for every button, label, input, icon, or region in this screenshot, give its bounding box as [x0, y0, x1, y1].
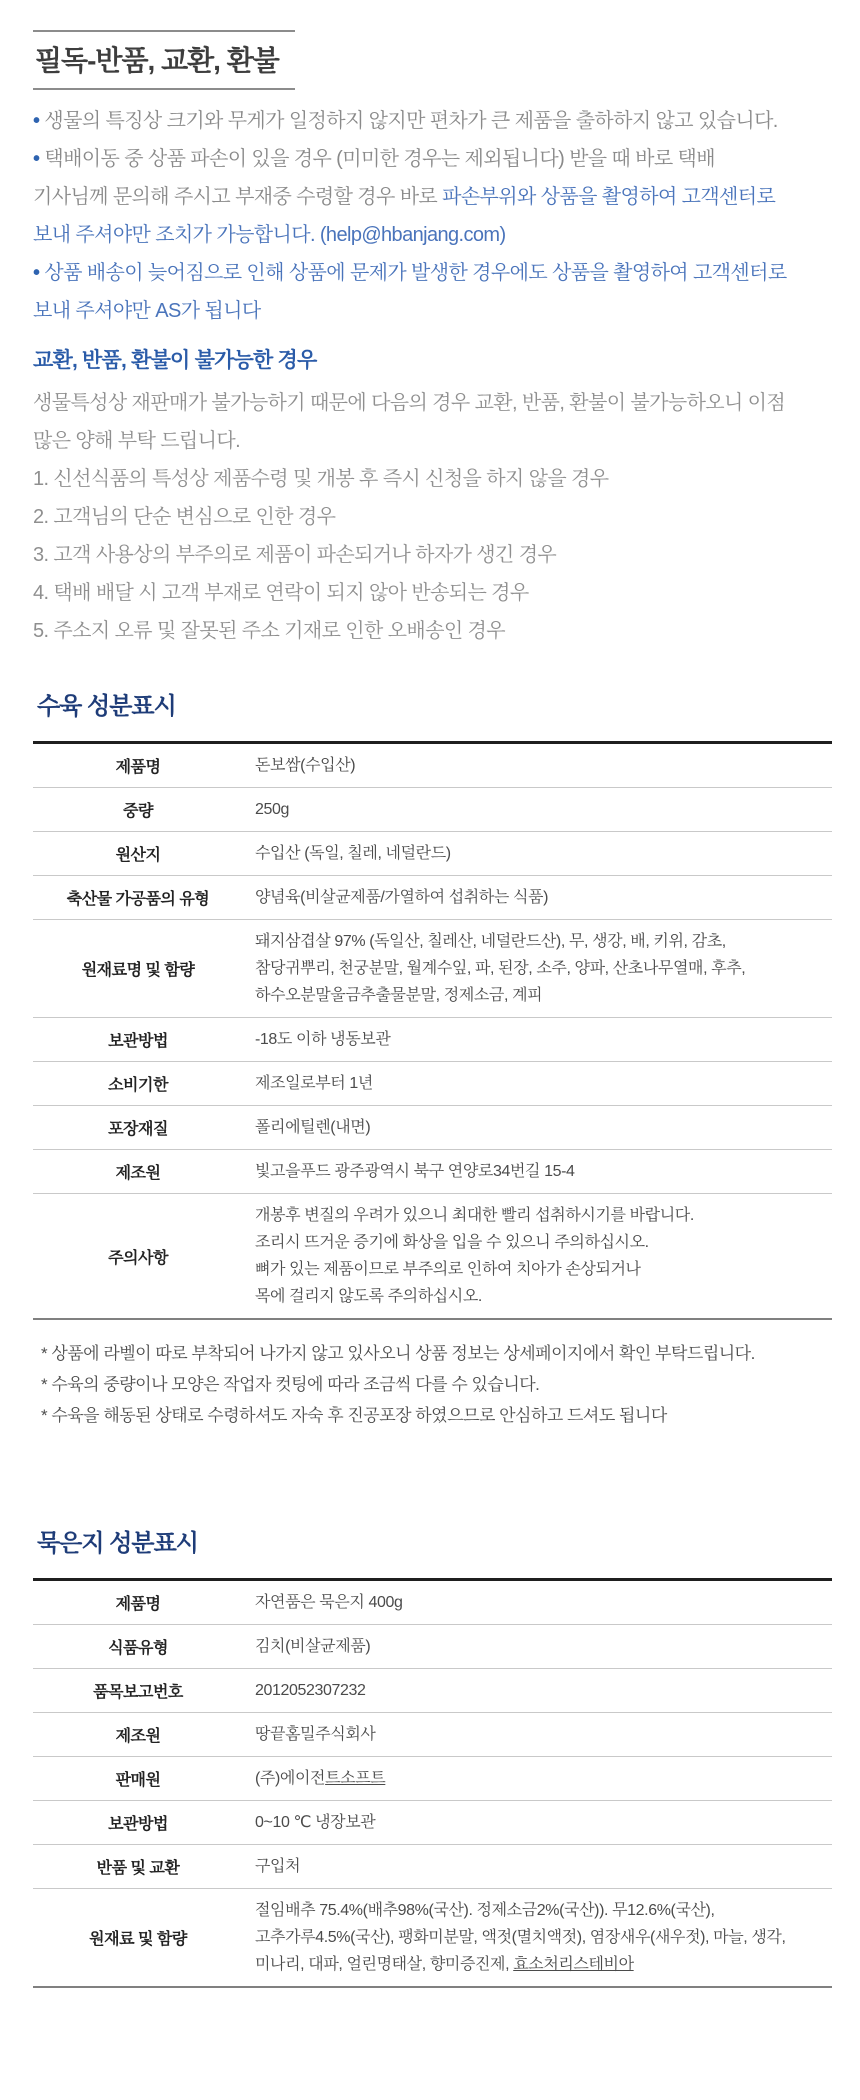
text-segment: (주)에이전: [255, 1770, 326, 1787]
text-segment: * 상품에 라벨이 따로 부착되어 나가지 않고 있사오니 상품 정보는 상세페이지에서 확인 부탁드립니다.: [41, 1344, 755, 1363]
spec-row-value: [243, 752, 832, 779]
text-segment: 효소처리스테비아: [513, 1956, 634, 1973]
text-segment: -18도 이하 냉동보관: [255, 1031, 391, 1048]
impossible-cases-heading: 교환, 반품, 환불이 불가능한 경우: [33, 349, 317, 372]
impossible-cases-intro: [33, 384, 832, 460]
text-segment: * 수육의 중량이나 모양은 작업자 컷팅에 따라 조금씩 다를 수 있습니다.: [41, 1375, 540, 1394]
text-segment: 개봉후 변질의 우려가 있으니 최대한 빨리 섭취하시기를 바랍니다.: [255, 1207, 694, 1224]
text-line: [255, 955, 832, 982]
spec-row: [33, 1062, 832, 1106]
spec-row-value: [243, 1677, 832, 1704]
text-segment: 제조일로부터 1년: [255, 1075, 373, 1092]
spec-row-label: 보관방법: [108, 1033, 168, 1050]
spec-row-label: 주의사항: [108, 1249, 168, 1267]
text-segment: 5. 주소지 오류 및 잘못된 주소 기재로 인한 오배송인 경우: [33, 620, 505, 642]
text-segment: 3. 고객 사용상의 부주의로 제품이 파손되거나 하자가 생긴 경우: [33, 544, 557, 566]
spec-row-label: 판매원: [115, 1772, 161, 1789]
spec-row: [33, 1625, 832, 1669]
spec-row-value: [243, 1853, 832, 1880]
spec-row-label: 원산지: [115, 847, 161, 864]
spec-row-label: 원재료 및 함량: [89, 1931, 187, 1948]
text-segment: 고추가루4.5%(국산), 팽화미분말, 액젓(멸치액젓), 염장새우(새우젓), 마늘, 생각,: [255, 1929, 786, 1946]
text-segment: 2012052307232: [255, 1682, 366, 1699]
text-line: [255, 1853, 832, 1880]
suyuk-notes: [33, 1338, 832, 1431]
spec-row-label: 제품명: [115, 1596, 161, 1613]
text-segment: 절임배추 75.4%(배추98%(국산). 정제소금2%(국산)). 무12.6%(국산),: [255, 1902, 715, 1919]
spec-row: [33, 1845, 832, 1889]
spec-row-value: [243, 1202, 832, 1310]
text-line: [255, 1229, 832, 1256]
bullet-icon: •: [33, 148, 45, 170]
text-segment: 2. 고객님의 단순 변심으로 인한 경우: [33, 506, 336, 528]
text-segment: 보내 주셔야만 AS가 됩니다: [33, 300, 261, 322]
text-line: [33, 102, 832, 140]
text-line: [33, 292, 832, 330]
text-segment: 김치(비살균제품): [255, 1638, 371, 1655]
text-segment: 트소프트: [325, 1770, 386, 1787]
spec-row-label: 보관방법: [108, 1816, 168, 1833]
spec-row-label: 원재료명 및 함량: [81, 962, 195, 979]
spec-row-label: 소비기한: [108, 1077, 168, 1094]
text-line: [255, 1114, 832, 1141]
suyuk-section-heading: 수육 성분표시: [37, 693, 176, 720]
text-line: [33, 536, 832, 574]
text-segment: 많은 양해 부탁 드립니다.: [33, 430, 241, 452]
spec-row-value: [243, 1114, 832, 1141]
text-line: [255, 840, 832, 867]
mukeunji-section-heading: 묵은지 성분표시: [37, 1530, 198, 1557]
bullet-icon: •: [33, 110, 45, 132]
spec-row: [33, 1581, 832, 1625]
text-segment: 생물특성상 재판매가 불가능하기 때문에 다음의 경우 교환, 반품, 환불이 불가능하오니 이점: [33, 392, 786, 414]
spec-row-label: 중량: [123, 803, 153, 820]
text-segment: 자연품은 묵은지 400g: [255, 1594, 403, 1611]
spec-row-value: [243, 1589, 832, 1616]
text-line: [33, 140, 832, 178]
return-policy-notice: [33, 102, 832, 330]
text-line: [255, 1809, 832, 1836]
spec-row-value: [243, 840, 832, 867]
text-segment: 뼈가 있는 제품이므로 부주의로 인하여 치아가 손상되거나: [255, 1261, 641, 1278]
text-line: [255, 1721, 832, 1748]
spec-row-value: [243, 1721, 832, 1748]
text-line: [33, 612, 832, 650]
text-segment: 참당귀뿌리, 천궁분말, 월계수잎, 파, 된장, 소주, 양파, 산초나무열매, 후추,: [255, 960, 746, 977]
text-segment: 빛고을푸드 광주광역시 북구 연양로34번길 15-4: [255, 1163, 575, 1180]
text-line: [33, 498, 832, 536]
spec-row-value: [243, 1897, 832, 1978]
text-segment: 돈보쌈(수입산): [255, 757, 356, 774]
spec-row-value: [243, 884, 832, 911]
mukeunji-spec-table: [33, 1578, 832, 1988]
text-line: [255, 752, 832, 779]
spec-row-label: 식품유형: [108, 1640, 168, 1657]
text-segment: 땅끝홈밀주식회사: [255, 1726, 376, 1743]
text-line: [255, 1026, 832, 1053]
spec-row-label: 품목보고번호: [93, 1684, 183, 1701]
text-segment: 상품 배송이 늦어짐으로 인해 상품에 문제가 발생한 경우에도 상품을 촬영하여 고객센터로: [44, 262, 787, 284]
spec-row-value: [243, 1765, 832, 1792]
text-line: [255, 1633, 832, 1660]
spec-row: [33, 1669, 832, 1713]
spec-row: [33, 1018, 832, 1062]
spec-row-label: 제조원: [115, 1728, 161, 1745]
text-segment: 하수오분말울금추출물분말, 정제소금, 계피: [255, 987, 543, 1004]
text-line: [255, 1897, 832, 1924]
spec-row-label: 축산물 가공품의 유형: [66, 891, 210, 908]
text-line: [33, 254, 832, 292]
spec-row: [33, 1757, 832, 1801]
spec-row: [33, 744, 832, 788]
impossible-cases-list: [33, 460, 832, 650]
text-segment: 구입처: [255, 1858, 301, 1875]
text-line: [255, 1283, 832, 1310]
text-line: [33, 178, 832, 216]
text-line: [255, 1924, 832, 1951]
text-segment: 수입산 (독일, 칠레, 네덜란드): [255, 845, 451, 862]
text-line: [255, 1070, 832, 1097]
text-segment: 폴리에틸렌(내면): [255, 1119, 371, 1136]
text-segment: 보내 주셔야만 조치가 가능합니다. (help@hbanjang.com): [33, 224, 506, 246]
text-line: [33, 460, 832, 498]
text-line: [255, 1256, 832, 1283]
text-line: [33, 216, 832, 254]
text-line: [255, 796, 832, 823]
text-line: [41, 1338, 832, 1369]
spec-row-value: [243, 1809, 832, 1836]
text-line: [255, 1589, 832, 1616]
text-line: [255, 928, 832, 955]
text-segment: 택배이동 중 상품 파손이 있을 경우 (미미한 경우는 제외됩니다) 받을 때 바로 택배: [44, 148, 715, 170]
text-segment: 파손부위와 상품을 촬영하여 고객센터로: [442, 186, 776, 208]
spec-row: [33, 1150, 832, 1194]
text-segment: 목에 걸리지 않도록 주의하십시오.: [255, 1288, 482, 1305]
spec-row-label: 포장재질: [108, 1121, 168, 1138]
text-segment: 양념육(비살균제품/가열하여 섭취하는 식품): [255, 889, 549, 906]
text-segment: 돼지삼겹살 97% (독일산, 칠레산, 네덜란드산), 무, 생강, 배, 키위, 감초,: [255, 933, 726, 950]
spec-row-label: 제품명: [115, 759, 161, 776]
text-line: [33, 384, 832, 422]
text-segment: 0~10 ℃ 냉장보관: [255, 1814, 376, 1831]
spec-row: [33, 1194, 832, 1318]
text-segment: 4. 택배 배달 시 고객 부재로 연락이 되지 않아 반송되는 경우: [33, 582, 529, 604]
spec-row-value: [243, 928, 832, 1009]
spec-row: [33, 1889, 832, 1986]
suyuk-spec-table: [33, 741, 832, 1320]
spec-row: [33, 876, 832, 920]
spec-row-value: [243, 1026, 832, 1053]
text-segment: 250g: [255, 801, 289, 818]
text-segment: 기사님께 문의해 주시고 부재중 수령할 경우 바로: [33, 186, 443, 208]
text-segment: * 수육을 해동된 상태로 수령하셔도 자숙 후 진공포장 하였으므로 안심하고 드셔도 됩니다: [41, 1406, 667, 1425]
spec-row: [33, 832, 832, 876]
spec-row: [33, 788, 832, 832]
page-title: 필독-반품, 교환, 환불: [33, 30, 295, 90]
text-line: [255, 1202, 832, 1229]
bullet-icon: •: [33, 262, 45, 284]
text-segment: 1. 신선식품의 특성상 제품수령 및 개봉 후 즉시 신청을 하지 않을 경우: [33, 468, 609, 490]
text-line: [255, 1765, 832, 1792]
text-line: [41, 1369, 832, 1400]
text-line: [255, 982, 832, 1009]
text-line: [33, 422, 832, 460]
spec-row-value: [243, 1070, 832, 1097]
text-line: [255, 1677, 832, 1704]
spec-row-label: 제조원: [115, 1165, 161, 1182]
text-segment: 조리시 뜨거운 증기에 화상을 입을 수 있으니 주의하십시오.: [255, 1234, 649, 1251]
text-line: [255, 1951, 832, 1978]
text-line: [255, 1158, 832, 1185]
spec-row: [33, 1801, 832, 1845]
spec-row-value: [243, 1633, 832, 1660]
text-segment: 생물의 특징상 크기와 무게가 일정하지 않지만 편차가 큰 제품을 출하하지 않고 있습니다.: [44, 110, 778, 132]
spec-row: [33, 1106, 832, 1150]
spec-row: [33, 920, 832, 1018]
text-line: [41, 1400, 832, 1431]
text-line: [33, 574, 832, 612]
spec-row-value: [243, 796, 832, 823]
text-segment: 미나리, 대파, 얼린명태살, 향미증진제,: [255, 1956, 514, 1973]
spec-row: [33, 1713, 832, 1757]
spec-row-label: 반품 및 교환: [96, 1860, 180, 1877]
text-line: [255, 884, 832, 911]
spec-row-value: [243, 1158, 832, 1185]
